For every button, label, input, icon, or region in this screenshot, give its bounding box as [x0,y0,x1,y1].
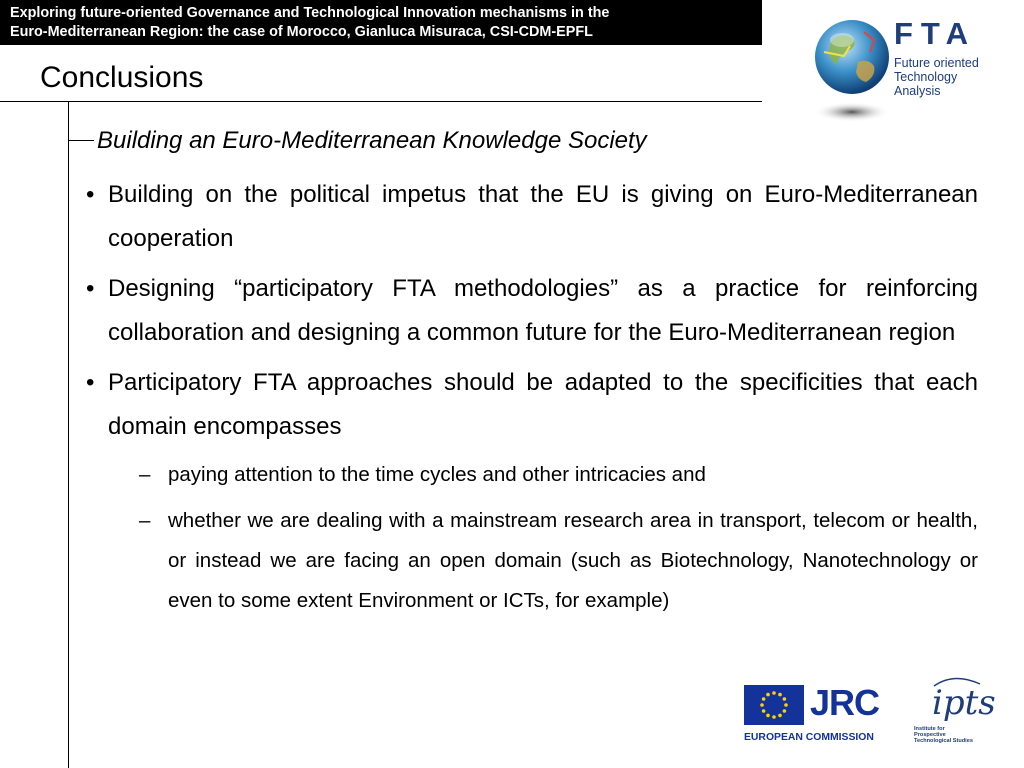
subtitle-dash [68,140,94,141]
header-bar [0,0,762,45]
globe-icon [810,12,894,127]
eu-flag-icon [744,685,804,725]
bullet-item [86,173,978,261]
bullet-mark: • [86,369,95,396]
sub-bullet-text: paying attention to the time cycles and other intricacies and [168,463,706,486]
jrc-logo [742,682,892,746]
slide-title: Conclusions [40,61,204,94]
sub-bullet-item [86,501,978,621]
title-divider [0,101,762,102]
ipts-line-1: Institute for [914,726,945,732]
slide-content [86,173,978,627]
sub-bullet-text: whether we are dealing with a mainstream research area in transport, telecom or health, or instead we are facing an open domain (such as Biotechnology, Nanotechnology or even to some extent Environment or ICTs, for example) [168,509,978,612]
eu-stars-icon [744,685,804,725]
european-commission-label: EUROPEAN COMMISSION [744,732,874,743]
ipts-caption [914,726,994,745]
bullet-mark: • [86,275,95,302]
bullet-text: Designing “participatory FTA methodologies” as a practice for reinforcing collaboration and designing a common future for the Euro-Mediterranean region [108,275,978,346]
left-vertical-rule [68,101,69,768]
svg-text:ipts: ipts [932,683,996,723]
fta-subtitle [894,56,1004,98]
bullet-mark: • [86,181,95,208]
bullet-item [86,361,978,449]
sub-bullet-mark: – [139,463,151,486]
fta-line-3: Analysis [894,84,941,98]
ipts-line-2: Prospective [914,732,946,739]
sub-bullet-mark: – [139,509,151,532]
ipts-logo [910,676,1006,752]
ipts-line-3: Technological Studies [914,738,973,745]
header-line-1: Exploring future-oriented Governance and Technological Innovation mechanisms in the [10,5,610,21]
jrc-letters: JRC [810,682,880,723]
bullet-text: Building on the political impetus that the EU is giving on Euro-Mediterranean cooperation [108,181,978,252]
header-line-2: Euro-Mediterranean Region: the case of Morocco, Gianluca Misuraca, CSI-CDM-EPFL [10,23,593,40]
fta-logo [810,12,1010,127]
fta-letters: FTA [894,16,976,51]
slide-subtitle: Building an Euro-Mediterranean Knowledge Society [97,127,647,154]
sub-bullet-item [86,455,978,495]
fta-line-2: Technology [894,70,958,84]
bullet-text: Participatory FTA approaches should be adapted to the specificities that each domain encompasses [108,369,978,440]
ipts-mark-icon [928,676,1000,726]
bullet-item [86,267,978,355]
fta-line-1: Future oriented [894,56,979,70]
